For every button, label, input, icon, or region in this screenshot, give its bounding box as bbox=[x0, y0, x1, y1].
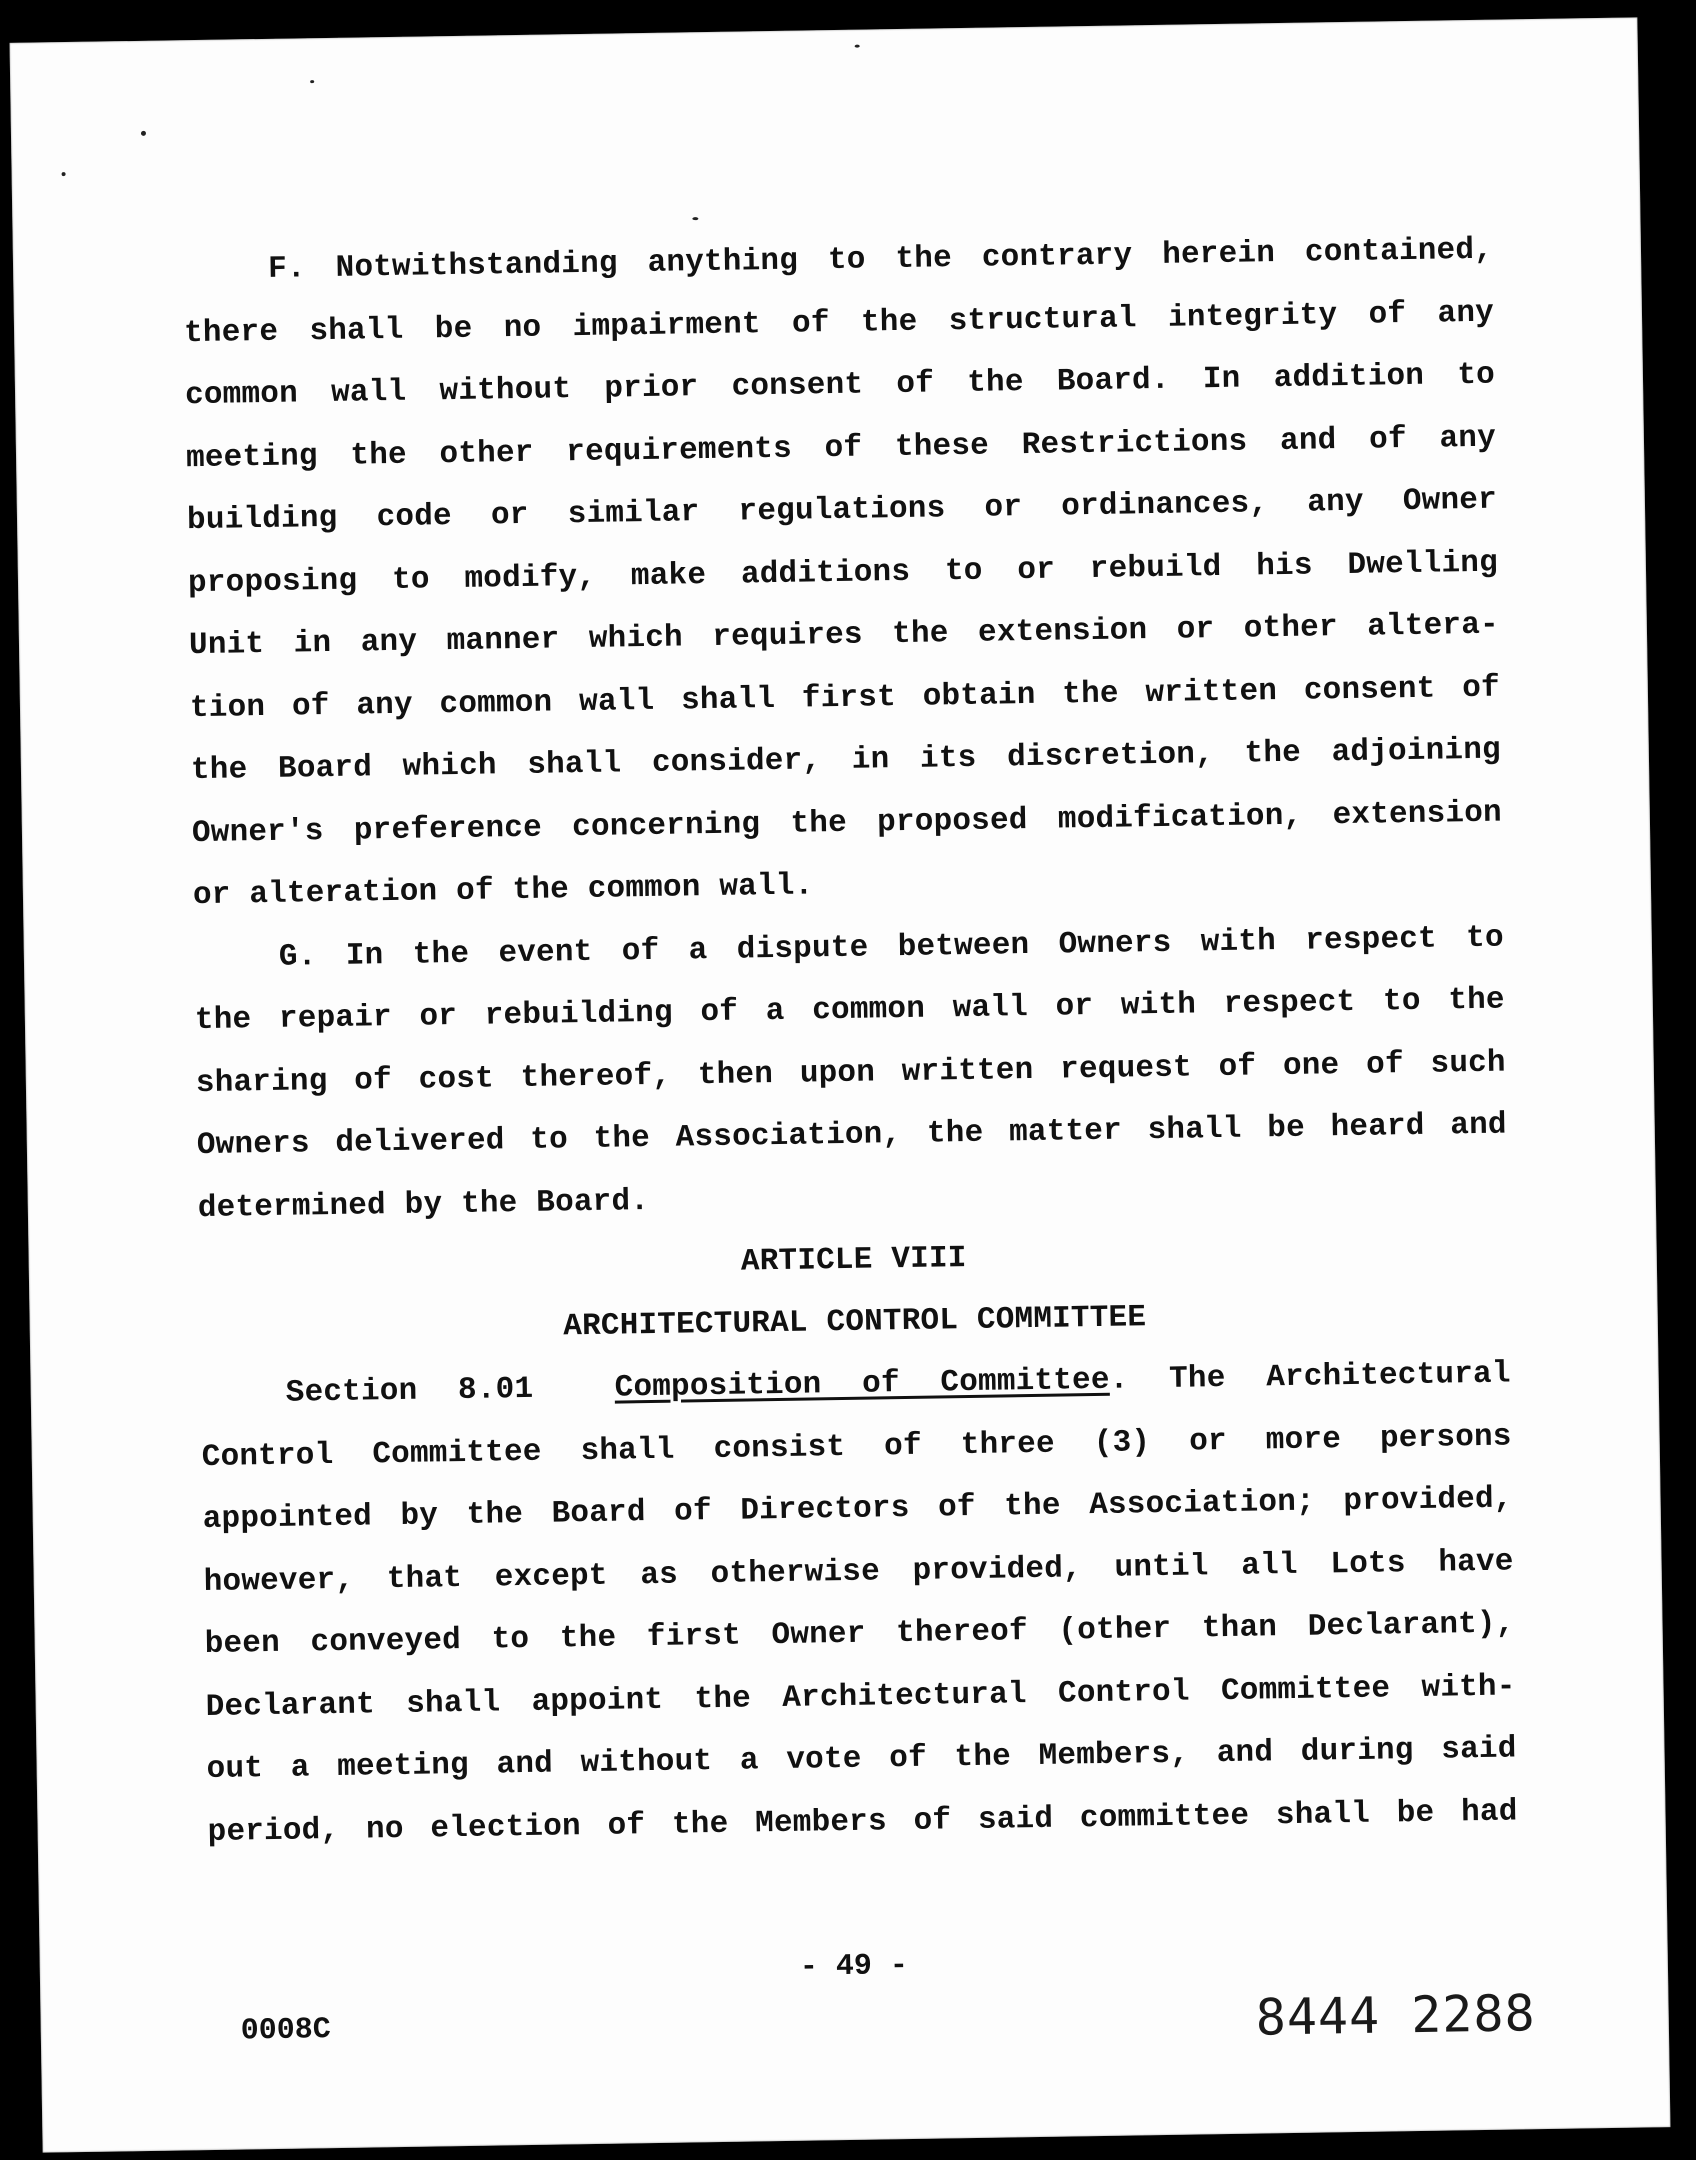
section-first-line-rest: . The Architectural bbox=[1109, 1356, 1511, 1398]
paragraph-line: been conveyed to the first Owner thereof (other than Declarant), bbox=[204, 1606, 1515, 1663]
paragraph-line: G. In the event of a dispute between Owners with respect to bbox=[278, 920, 1505, 975]
paragraph-line: determined by the Board. bbox=[197, 1183, 650, 1226]
article-title: ARCHITECTURAL CONTROL COMMITTEE bbox=[563, 1300, 1147, 1345]
scan-speck bbox=[141, 131, 146, 136]
scan-speck bbox=[310, 80, 314, 83]
section-label: Section 8.01 bbox=[285, 1371, 534, 1411]
paragraph-line: appointed by the Board of Directors of the Association; provided, bbox=[202, 1481, 1513, 1538]
paragraph-line: proposing to modify, make additions to or rebuild his Dwelling bbox=[187, 545, 1499, 601]
paragraph-line: Owner's preference concerning the proposed modification, extension bbox=[191, 795, 1503, 851]
paragraph-line: however, that except as otherwise provided, until all Lots have bbox=[203, 1543, 1514, 1600]
paragraph-line: Declarant shall appoint the Architectural Control Committee with- bbox=[205, 1668, 1516, 1725]
paragraph-line: building code or similar regulations or ordinances, any Owner bbox=[186, 482, 1498, 539]
paragraph-line: sharing of cost thereof, then upon written request of one of such bbox=[195, 1045, 1507, 1101]
stamp-number: 8444 2288 bbox=[1255, 1984, 1537, 2047]
paragraph-f bbox=[183, 220, 1504, 928]
scan-speck bbox=[62, 172, 66, 176]
document-code: 0008C bbox=[240, 2013, 332, 2049]
section-8-01 bbox=[200, 1344, 1518, 1865]
page-number: - 49 - bbox=[799, 1949, 909, 1985]
scan-speck bbox=[855, 45, 860, 48]
paragraph-line: there shall be no impairment of the structural integrity of any bbox=[183, 295, 1495, 351]
scan-speck bbox=[692, 217, 698, 220]
article-number: ARTICLE VIII bbox=[740, 1241, 967, 1280]
document-page bbox=[10, 17, 1671, 2152]
section-heading: Composition of Committee bbox=[614, 1362, 1110, 1406]
paragraph-line: the repair or rebuilding of a common wall or with respect to the bbox=[194, 982, 1506, 1039]
paragraph-line: tion of any common wall shall first obtain the written consent of bbox=[189, 670, 1501, 726]
paragraph-line: the Board which shall consider, in its discretion, the adjoining bbox=[190, 732, 1502, 789]
paragraph-line: out a meeting and without a vote of the Members, and during said bbox=[206, 1731, 1517, 1788]
paragraph-line: Owners delivered to the Association, the matter shall be heard and bbox=[196, 1107, 1507, 1164]
paragraph-line: or alteration of the common wall. bbox=[192, 868, 814, 914]
paragraph-line: common wall without prior consent of the Board. In addition to bbox=[184, 357, 1496, 414]
paragraph-line: period, no election of the Members of said committee shall be had bbox=[207, 1793, 1518, 1850]
paragraph-line: meeting the other requirements of these Restrictions and of any bbox=[185, 420, 1497, 476]
paragraph-g bbox=[193, 907, 1508, 1240]
paragraph-line: Control Committee shall consist of three (3) or more persons bbox=[201, 1418, 1512, 1475]
document-body bbox=[183, 220, 1518, 1864]
paragraph-line: Unit in any manner which requires the extension or other altera- bbox=[188, 607, 1500, 664]
paragraph-line: F. Notwithstanding anything to the contrary herein contained, bbox=[267, 232, 1494, 287]
